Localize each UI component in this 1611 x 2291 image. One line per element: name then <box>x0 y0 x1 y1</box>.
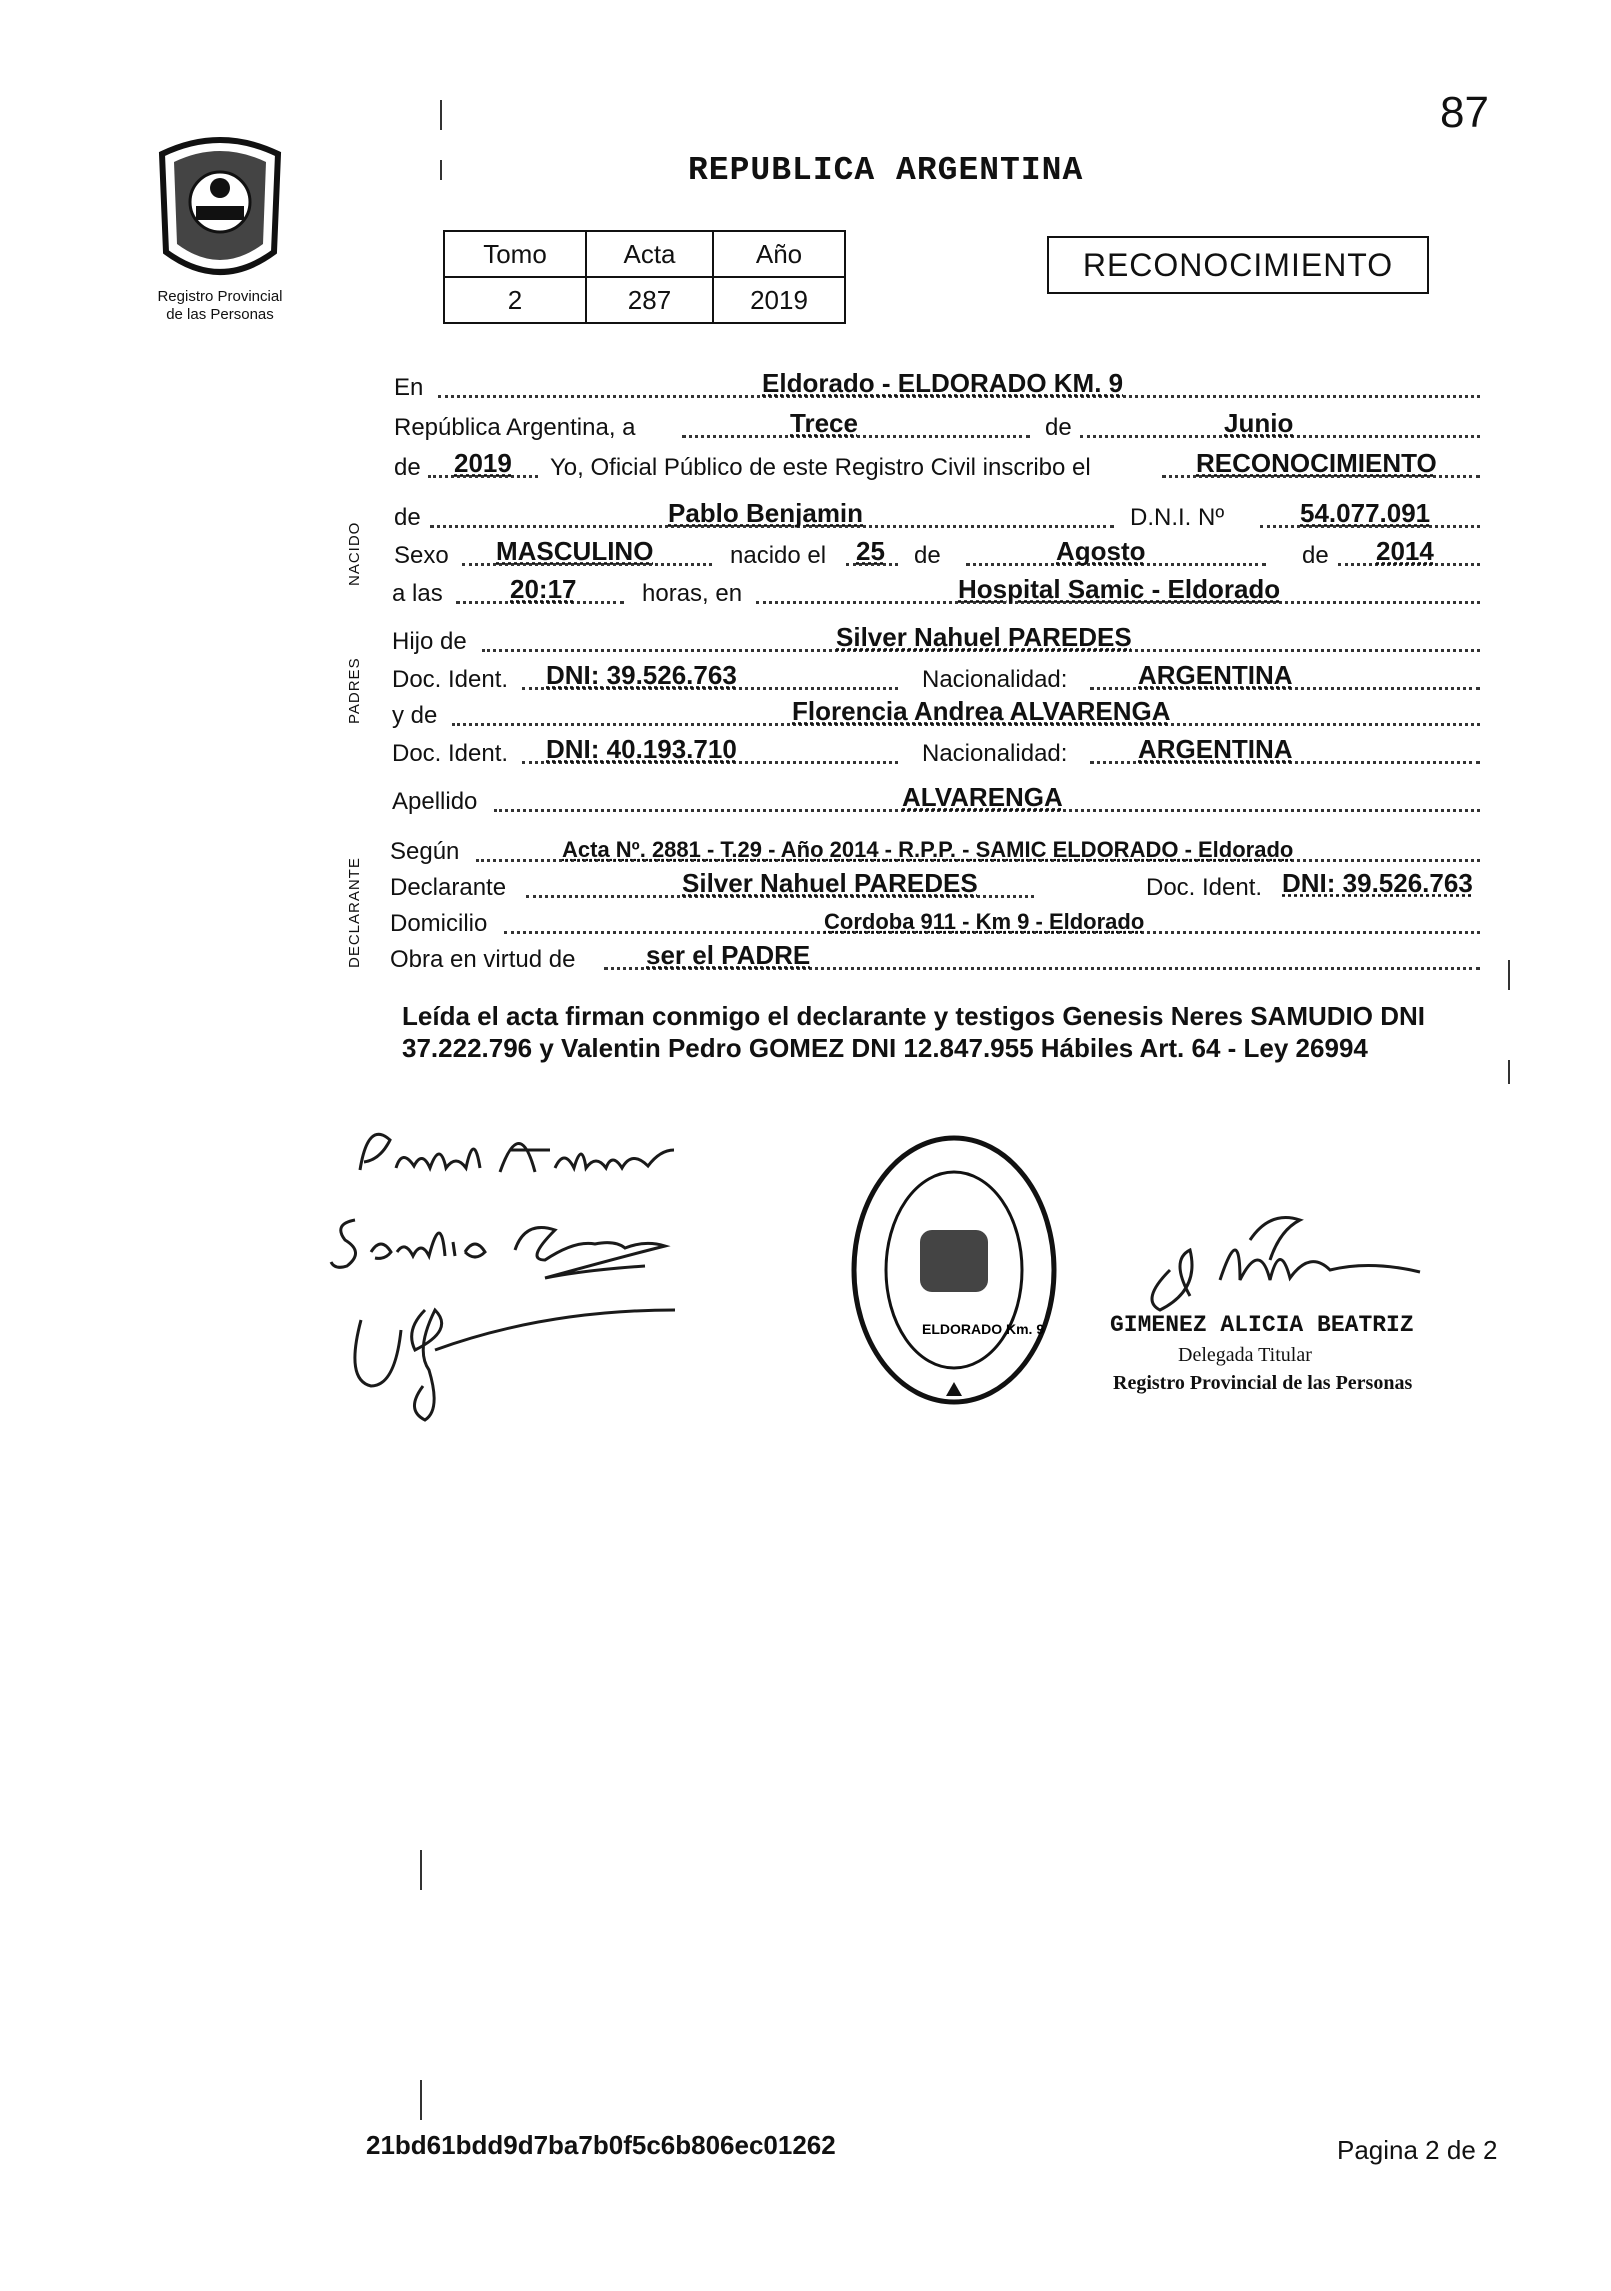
father-nationality-value: ARGENTINA <box>1138 660 1293 690</box>
republica-label: República Argentina, a <box>394 414 636 441</box>
table-value-acta: 287 <box>586 277 713 323</box>
father-row <box>390 622 1488 660</box>
act-type-box: RECONOCIMIENTO <box>1047 236 1429 294</box>
sexo-label: Sexo <box>394 542 449 569</box>
place-label: horas, en <box>642 580 743 607</box>
de-name-label: de <box>394 504 421 531</box>
birth-place-value: Hospital Samic - Eldorado <box>958 574 1281 604</box>
closing-statement: Leída el acta firman conmigo el declarante y testigos Genesis Neres SAMUDIO DNI 37.222.796 y Valentin Pedro GOMEZ DNI 12.847.955 Hábiles Art. 64 - Ley 26994 <box>402 1001 1425 1063</box>
officer-text: Yo, Oficial Público de este Registro Civil inscribo el <box>550 454 1091 481</box>
address-value: Cordoba 911 - Km 9 - Eldorado <box>824 909 1145 934</box>
father-name-value: Silver Nahuel PAREDES <box>836 622 1132 652</box>
table-value-ano: 2019 <box>713 277 845 323</box>
scan-mark <box>440 100 442 130</box>
de-year2-label: de <box>1302 542 1329 569</box>
birth-month-value: Agosto <box>1056 536 1146 566</box>
surname-row <box>390 782 1488 820</box>
book-reference-table <box>443 230 846 324</box>
country-title: REPUBLICA ARGENTINA <box>688 152 1084 189</box>
segun-label: Según <box>390 838 460 865</box>
declarante-section-label: DECLARANTE <box>346 857 363 968</box>
year-value: 2019 <box>454 448 512 478</box>
father-doc-row <box>390 660 1488 698</box>
official-department: Registro Provincial de las Personas <box>1113 1372 1413 1394</box>
officer-row <box>390 448 1488 486</box>
hijo-label: Hijo de <box>392 628 467 655</box>
table-header-acta: Acta <box>586 231 713 277</box>
declarant-value: Silver Nahuel PAREDES <box>682 868 978 898</box>
scan-mark <box>420 1850 422 1890</box>
signature-samudio <box>325 1200 725 1295</box>
date-row <box>390 408 1488 446</box>
signature-paredes <box>350 1110 710 1205</box>
table-header-ano: Año <box>713 231 845 277</box>
padres-section-label: PADRES <box>346 657 363 724</box>
de-label: de <box>1045 414 1072 441</box>
birth-day-value: 25 <box>856 536 885 566</box>
scan-mark <box>420 2080 422 2120</box>
apellido-label: Apellido <box>392 788 478 815</box>
child-name-value: Pablo Benjamin <box>668 498 864 528</box>
day-value: Trece <box>790 408 858 438</box>
mother-doc-label: Doc. Ident. <box>392 740 509 767</box>
address-row <box>390 908 1488 942</box>
month-value: Junio <box>1224 408 1294 438</box>
de-month-label: de <box>914 542 941 569</box>
de-year-label: de <box>394 454 421 481</box>
dni-label: D.N.I. Nº <box>1130 504 1225 531</box>
mother-name-value: Florencia Andrea ALVARENGA <box>792 696 1171 726</box>
obra-label: Obra en virtud de <box>390 946 576 973</box>
surname-value: ALVARENGA <box>902 782 1063 812</box>
nacido-section-label: NACIDO <box>346 521 363 586</box>
document-hash: 21bd61bdd9d7ba7b0f5c6b806ec01262 <box>366 2130 836 2160</box>
en-label: En <box>394 374 424 401</box>
child-name-row <box>390 498 1488 536</box>
father-nationality-label: Nacionalidad: <box>922 666 1068 693</box>
time-label: a las <box>392 580 443 607</box>
mother-nationality-label: Nacionalidad: <box>922 740 1068 767</box>
father-doc-label: Doc. Ident. <box>392 666 509 693</box>
declarant-doc-label: Doc. Ident. <box>1146 874 1263 901</box>
according-row <box>390 836 1488 870</box>
table-value-tomo: 2 <box>444 277 586 323</box>
table-header-tomo: Tomo <box>444 231 586 277</box>
pagination-label: Pagina 2 de 2 <box>1337 2135 1498 2165</box>
y-de-label: y de <box>392 702 438 729</box>
mother-doc-value: DNI: 40.193.710 <box>546 734 737 764</box>
mother-doc-row <box>390 734 1488 772</box>
birth-row <box>390 536 1488 574</box>
place-value: Eldorado - ELDORADO KM. 9 <box>762 368 1124 398</box>
domicilio-label: Domicilio <box>390 910 488 937</box>
birth-time-value: 20:17 <box>510 574 577 604</box>
page-number: 87 <box>1440 88 1489 137</box>
official-role: Delegada Titular <box>1178 1344 1312 1366</box>
scan-mark <box>1508 1060 1510 1084</box>
sex-value: MASCULINO <box>496 536 654 566</box>
place-row <box>390 368 1488 406</box>
reason-row <box>390 940 1488 978</box>
birth-time-row <box>390 574 1488 612</box>
reason-value: ser el PADRE <box>646 940 811 970</box>
province-logo <box>150 132 290 292</box>
signature-official <box>1130 1200 1430 1325</box>
birth-year-value: 2014 <box>1376 536 1434 566</box>
scan-mark <box>1508 960 1510 990</box>
declarant-row <box>390 868 1488 906</box>
registry-seal <box>842 1120 1067 1420</box>
signature-gomez <box>345 1290 685 1435</box>
mother-row <box>390 696 1488 734</box>
child-dni-value: 54.077.091 <box>1300 498 1431 528</box>
declarant-doc-value: DNI: 39.526.763 <box>1282 868 1473 898</box>
act-name-value: RECONOCIMIENTO <box>1196 448 1437 478</box>
mother-nationality-value: ARGENTINA <box>1138 734 1293 764</box>
according-to-value: Acta Nº. 2881 - T.29 - Año 2014 - R.P.P. - SAMIC ELDORADO - Eldorado <box>562 837 1294 862</box>
born-label: nacido el <box>730 542 827 569</box>
seal-inner-text: ELDORADO Km. 9 <box>922 1321 1045 1337</box>
official-name: GIMENEZ ALICIA BEATRIZ <box>1110 1312 1414 1338</box>
scan-mark <box>440 160 442 180</box>
declarante-label: Declarante <box>390 874 507 901</box>
father-doc-value: DNI: 39.526.763 <box>546 660 737 690</box>
registry-caption: Registro Provincial de las Personas <box>157 288 283 323</box>
